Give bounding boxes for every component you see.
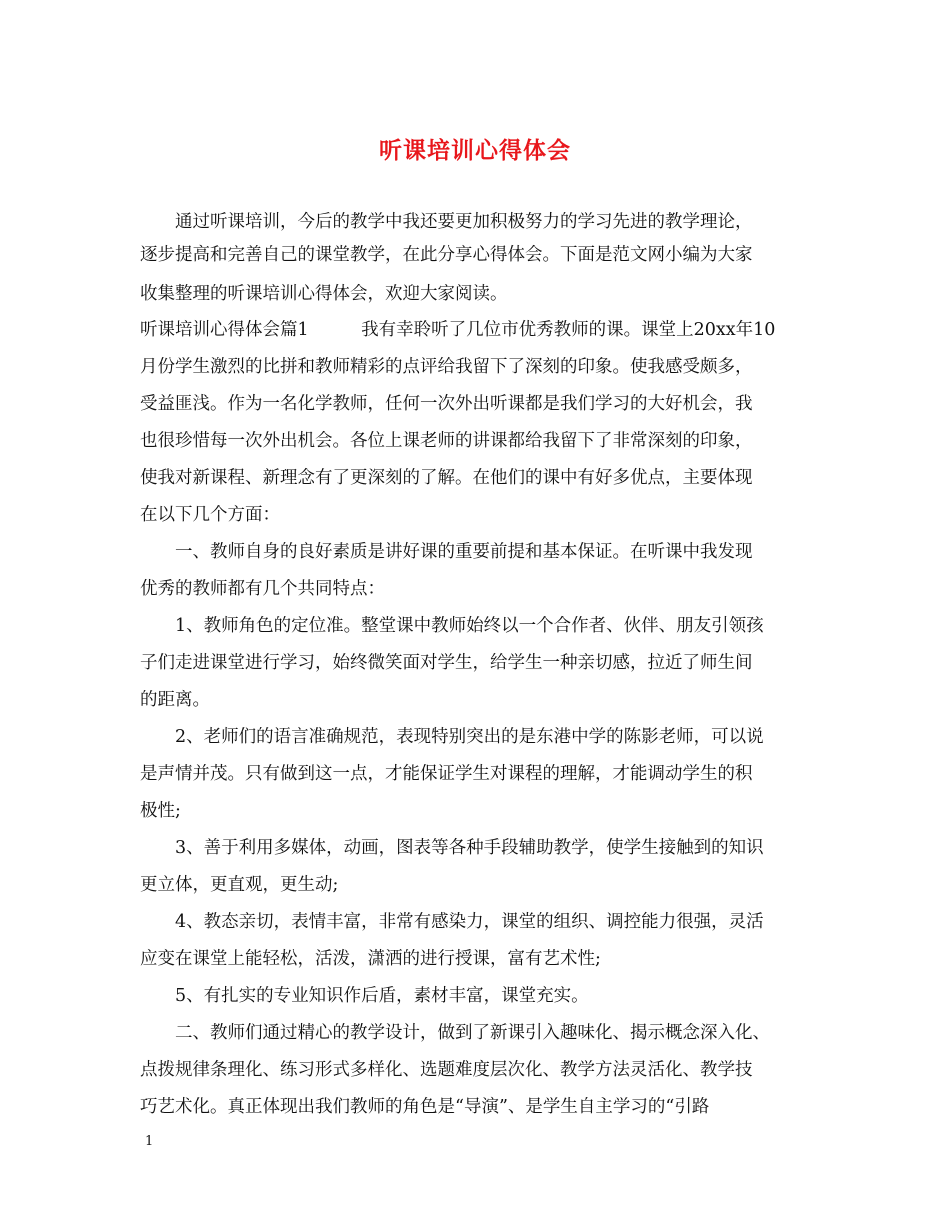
body-line: 月份学生激烈的比拼和教师精彩的点评给我留下了深刻的印象。使我感受颇多， [140,357,753,377]
body-line: 也很珍惜每一次外出机会。各位上课老师的讲课都给我留下了非常深刻的印象， [140,431,753,451]
page-number: 1 [145,1134,154,1149]
body-line: 二、教师们通过精心的教学设计，做到了新课引入趣味化、揭示概念深入化、 [140,1023,770,1043]
body-line: 极性; [140,801,181,821]
body-line: 5、有扎实的专业知识作后盾，素材丰富，课堂充实。 [140,986,589,1006]
body-line: 4、教态亲切，表情丰富，非常有感染力，课堂的组织、调控能力很强，灵活 [140,912,764,932]
body-line: 逐步提高和完善自己的课堂教学，在此分享心得体会。下面是范文网小编为大家 [140,245,753,265]
body-line: 巧艺术化。真正体现出我们教师的角色是“导演”、是学生自主学习的“引路 [140,1097,710,1117]
body-line: 听课培训心得体会篇1 我有幸聆听了几位市优秀教师的课。课堂上20xx年10 [140,320,776,340]
body-line: 优秀的教师都有几个共同特点： [140,579,385,599]
body-line: 受益匪浅。作为一名化学教师，任何一次外出听课都是我们学习的大好机会，我 [140,394,753,414]
body-line: 收集整理的听课培训心得体会，欢迎大家阅读。 [140,284,508,304]
body-line: 的距离。 [140,690,210,710]
body-line: 2、老师们的语言准确规范，表现特别突出的是东港中学的陈影老师，可以说 [140,727,764,747]
body-line: 使我对新课程、新理念有了更深刻的了解。在他们的课中有好多优点，主要体现 [140,468,753,488]
body-line: 是声情并茂。只有做到这一点，才能保证学生对课程的理解，才能调动学生的积 [140,764,753,784]
body-line: 一、教师自身的良好素质是讲好课的重要前提和基本保证。在听课中我发现 [140,542,753,562]
body-line: 应变在课堂上能轻松，活泼，潇洒的进行授课，富有艺术性; [140,949,601,969]
body-line: 通过听课培训，今后的教学中我还要更加积极努力的学习先进的教学理论， [140,212,753,232]
document-title: 听课培训心得体会 [379,138,571,164]
body-line: 在以下几个方面： [140,505,280,525]
body-line: 点拨规律条理化、练习形式多样化、选题难度层次化、教学方法灵活化、教学技 [140,1060,753,1080]
body-line: 3、善于利用多媒体，动画，图表等各种手段辅助教学，使学生接触到的知识 [140,838,764,858]
body-line: 1、教师角色的定位准。整堂课中教师始终以一个合作者、伙伴、朋友引领孩 [140,616,764,636]
body-line: 子们走进课堂进行学习，始终微笑面对学生，给学生一种亲切感，拉近了师生间 [140,653,753,673]
body-line: 更立体，更直观，更生动; [140,875,339,895]
